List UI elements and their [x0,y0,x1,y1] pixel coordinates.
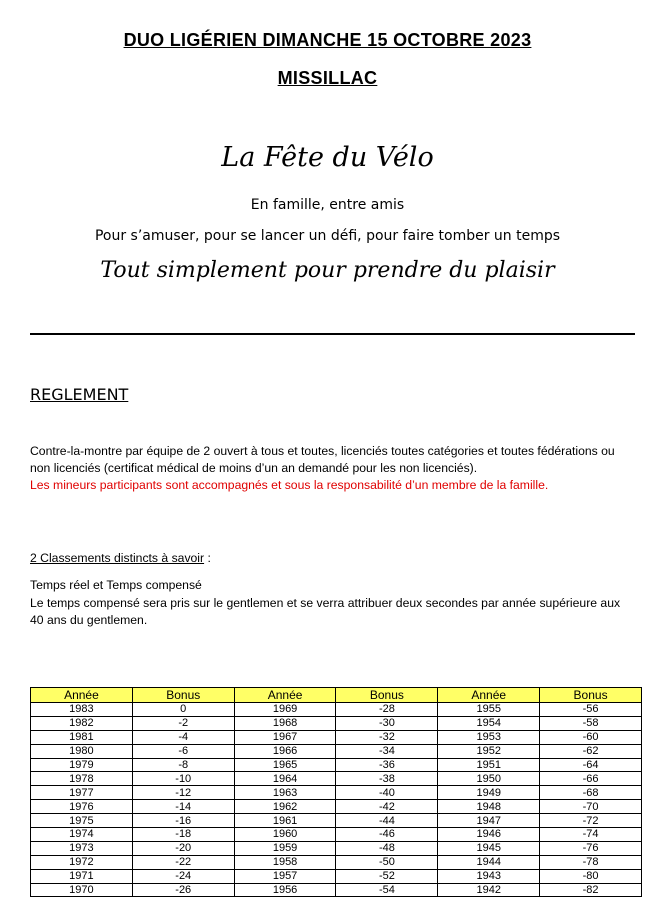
event-title: DUO LIGÉRIEN DIMANCHE 15 OCTOBRE 2023 [123,30,532,50]
cell-bonus: -54 [336,883,438,897]
cell-bonus: -62 [540,744,642,758]
cell-annee: 1953 [438,730,540,744]
cell-annee: 1971 [31,869,133,883]
table-row [31,883,642,897]
cell-annee: 1983 [31,703,133,717]
cell-annee: 1950 [438,772,540,786]
cell-annee: 1973 [31,841,133,855]
cell-bonus: -46 [336,828,438,842]
cell-bonus: -22 [132,855,234,869]
cell-annee: 1957 [234,869,336,883]
cell-bonus: -68 [540,786,642,800]
cell-annee: 1976 [31,800,133,814]
cell-bonus: -10 [132,772,234,786]
classements-title: 2 Classements distincts à savoir [30,551,205,565]
cell-bonus: -52 [336,869,438,883]
cell-bonus: -28 [336,703,438,717]
cell-annee: 1968 [234,716,336,730]
cell-annee: 1947 [438,814,540,828]
cell-bonus: -34 [336,744,438,758]
cell-bonus: -80 [540,869,642,883]
rules-text: ouvert à tous et toutes, licenciés toutes catégories et toutes fédérations ou non licenciés (certificat médical de moins d’un an demandé pour les non licenciés). [30,444,615,475]
cell-bonus: -14 [132,800,234,814]
cell-bonus: -18 [132,828,234,842]
column-header-annee: Année [31,688,133,703]
rules-lead: Contre-la-montre par équipe de 2 [30,444,211,458]
cell-annee: 1956 [234,883,336,897]
divider [30,333,635,335]
table-row [31,772,642,786]
column-header-annee: Année [438,688,540,703]
cell-annee: 1967 [234,730,336,744]
tagline: Tout simplement pour prendre du plaisir [100,258,555,283]
cell-annee: 1979 [31,758,133,772]
column-header-bonus: Bonus [540,688,642,703]
event-location: MISSILLAC [277,68,378,88]
intro-line-2: Pour s’amuser, pour se lancer un défi, pour faire tomber un temps [94,228,561,244]
bonus-table [30,687,642,897]
cell-annee: 1945 [438,841,540,855]
cell-bonus: -44 [336,814,438,828]
section-title-reglement: REGLEMENT [30,385,129,404]
table-row [31,744,642,758]
cell-bonus: -4 [132,730,234,744]
cell-annee: 1946 [438,828,540,842]
classements-colon: : [204,551,211,565]
cell-bonus: -58 [540,716,642,730]
table-row [31,855,642,869]
cell-bonus: -26 [132,883,234,897]
table-row [31,716,642,730]
cell-bonus: -2 [132,716,234,730]
cell-bonus: -6 [132,744,234,758]
classements-heading [30,550,630,567]
cell-bonus: -66 [540,772,642,786]
cell-annee: 1942 [438,883,540,897]
cell-bonus: -20 [132,841,234,855]
cell-bonus: -16 [132,814,234,828]
cell-annee: 1951 [438,758,540,772]
cell-bonus: -76 [540,841,642,855]
cell-bonus: -82 [540,883,642,897]
cell-bonus: -72 [540,814,642,828]
table-row [31,869,642,883]
cell-annee: 1943 [438,869,540,883]
cell-bonus: -38 [336,772,438,786]
cell-annee: 1944 [438,855,540,869]
cell-annee: 1963 [234,786,336,800]
headline: La Fête du Vélo [221,142,434,173]
cell-annee: 1961 [234,814,336,828]
table-row [31,703,642,717]
table-header-row [31,688,642,703]
cell-bonus: -24 [132,869,234,883]
intro-line-1: En famille, entre amis [250,197,405,213]
column-header-bonus: Bonus [336,688,438,703]
table-row [31,730,642,744]
cell-bonus: -40 [336,786,438,800]
cell-annee: 1970 [31,883,133,897]
cell-annee: 1962 [234,800,336,814]
table-row [31,758,642,772]
cell-annee: 1964 [234,772,336,786]
table-row [31,814,642,828]
cell-bonus: -36 [336,758,438,772]
cell-annee: 1969 [234,703,336,717]
classements-description: Le temps compensé sera pris sur le gentlemen et se verra attribuer deux secondes par année supérieure aux 40 ans du gentlemen. [30,596,621,627]
cell-annee: 1975 [31,814,133,828]
table-row [31,800,642,814]
cell-annee: 1972 [31,855,133,869]
cell-annee: 1977 [31,786,133,800]
cell-annee: 1948 [438,800,540,814]
cell-bonus: -8 [132,758,234,772]
table-row [31,786,642,800]
column-header-bonus: Bonus [132,688,234,703]
cell-annee: 1958 [234,855,336,869]
cell-annee: 1980 [31,744,133,758]
minors-notice: Les mineurs participants sont accompagnés et sous la responsabilité d’un membre de la famille. [30,478,549,492]
classements-types: Temps réel et Temps compensé [30,578,202,592]
cell-bonus: -78 [540,855,642,869]
cell-annee: 1982 [31,716,133,730]
cell-bonus: 0 [132,703,234,717]
table-row [31,841,642,855]
cell-bonus: -42 [336,800,438,814]
cell-annee: 1965 [234,758,336,772]
cell-bonus: -12 [132,786,234,800]
cell-bonus: -60 [540,730,642,744]
cell-bonus: -32 [336,730,438,744]
cell-annee: 1974 [31,828,133,842]
cell-annee: 1978 [31,772,133,786]
cell-bonus: -74 [540,828,642,842]
cell-bonus: -30 [336,716,438,730]
cell-annee: 1959 [234,841,336,855]
cell-annee: 1966 [234,744,336,758]
cell-bonus: -50 [336,855,438,869]
table-row [31,828,642,842]
cell-annee: 1955 [438,703,540,717]
rules-paragraph [30,443,630,494]
cell-bonus: -70 [540,800,642,814]
cell-annee: 1949 [438,786,540,800]
cell-annee: 1954 [438,716,540,730]
cell-annee: 1952 [438,744,540,758]
cell-annee: 1981 [31,730,133,744]
cell-bonus: -56 [540,703,642,717]
cell-annee: 1960 [234,828,336,842]
cell-bonus: -64 [540,758,642,772]
column-header-annee: Année [234,688,336,703]
cell-bonus: -48 [336,841,438,855]
